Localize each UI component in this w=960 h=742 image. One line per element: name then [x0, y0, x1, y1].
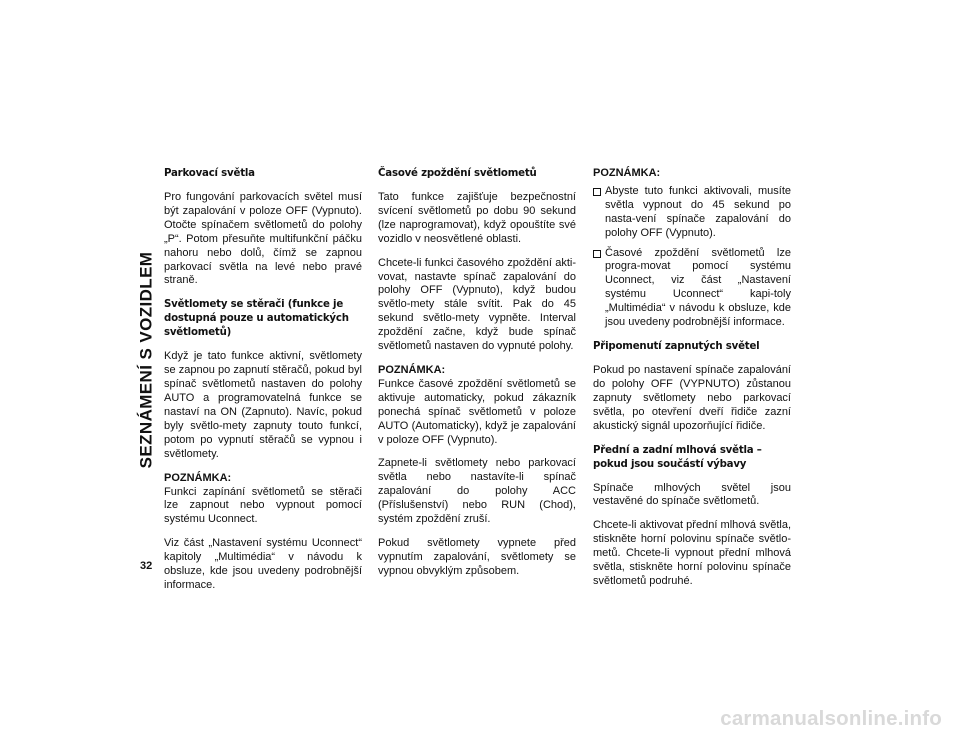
heading-headlights-with-wipers: Světlomety se stěrači (funkce je dostupná pouze u automatických světlometů)	[164, 299, 349, 339]
column-1	[164, 167, 362, 603]
section-side-tab	[133, 170, 159, 550]
list-item-text: Časové zpoždění světlometů lze progra-movat pomocí systému Uconnect, viz část „Nastavení systému Uconnect“ kapi-toly „Multimédia“ v návodu k obsluze, kde jsou uvedeny podrobnější informace.	[605, 246, 791, 329]
note-text: Funkci zapínání světlometů se stěrači lze zapnout nebo vypnout pomocí systému Uconnect.	[164, 485, 362, 526]
watermark: carmanualsonline.info	[720, 707, 942, 730]
paragraph: Když je tato funkce aktivní, světlomety se zapnou po zapnutí stěračů, pokud byl spínač světlometů nastaven do polohy AUTO a programovatelná funkce se nastaví na ON (Zapnuto). Navíc, pokud byly světlo-mety zapnuty touto funkcí, potom po vypnutí stěračů se vypnou i světlomety.	[164, 350, 362, 460]
paragraph: Pokud po nastavení spínače zapalování do polohy OFF (VYPNUTO) zůstanou zapnuty světlomety nebo parkovací světla, po otevření dveří řidiče zazní akustický signál upozorňující řidiče.	[593, 363, 791, 432]
column-2	[378, 167, 576, 589]
paragraph: Tato funkce zajišťuje bezpečnostní svícení světlometů po dobu 90 sekund (lze naprogramovat), když opouštíte své vozidlo v neosvětlené oblasti.	[378, 191, 576, 245]
heading-lights-on-reminder: Připomenutí zapnutých světel	[593, 340, 760, 352]
paragraph: Pro fungování parkovacích světel musí být zapalování v poloze OFF (Vypnuto). Otočte spínačem světlometů do polohy „P“. Potom přesuňte multifunkční páčku nahoru nebo dolů, čímž se zapnou parkovací světla na levé nebo pravé straně.	[164, 191, 362, 287]
note	[593, 167, 791, 181]
note-text: Funkce časové zpoždění světlometů se aktivuje automaticky, pokud zákazník ponechá spínač světlometů v poloze AUTO (Automaticky), když je zapalování v poloze OFF (Vypnuto).	[378, 377, 576, 446]
note-label: POZNÁMKA:	[164, 471, 232, 484]
checkbox-bullet-icon	[593, 250, 601, 258]
note-label: POZNÁMKA:	[378, 363, 446, 376]
paragraph: Pokud světlomety vypnete před vypnutím zapalování, světlomety se vypnou obvyklým způsobem.	[378, 536, 576, 577]
note-bullet-list	[593, 185, 791, 330]
list-item-text: Abyste tuto funkci aktivovali, musíte světla vypnout do 45 sekund po nasta-vení spínače zapalování do polohy OFF (Vypnuto).	[605, 184, 791, 239]
paragraph: Spínače mlhových světel jsou vestavěné do spínače světlometů.	[593, 481, 791, 508]
page-number: 32	[140, 560, 153, 572]
list-item	[593, 185, 791, 241]
column-3	[593, 167, 791, 599]
list-item	[593, 247, 791, 330]
heading-fog-lights: Přední a zadní mlhová světla – pokud jsou součástí výbavy	[593, 444, 762, 470]
note	[378, 364, 576, 447]
paragraph: Chcete-li funkci časového zpoždění akti-vovat, nastavte spínač zapalování do polohy OFF (Vypnuto), když budou světlo-mety stále svítit. Pak do 45 sekund světlo-mety vypněte. Interval zpoždění začne, když bude spínač světlometů nastaven do vypnuté polohy.	[378, 256, 576, 353]
checkbox-bullet-icon	[593, 188, 601, 196]
paragraph: Zapnete-li světlomety nebo parkovací světla nebo nastavíte-li spínač zapalování do polohy ACC (Příslušenství) nebo RUN (Chod), systém zpoždění zruší.	[378, 457, 576, 526]
paragraph: Viz část „Nastavení systému Uconnect“ kapitoly „Multimédia“ v návodu k obsluze, kde jsou uvedeny podrobnější informace.	[164, 537, 362, 591]
section-title: SEZNÁMENÍ S VOZIDLEM	[136, 251, 156, 469]
note	[164, 472, 362, 528]
note-label: POZNÁMKA:	[593, 167, 661, 179]
heading-headlight-time-delay: Časové zpoždění světlometů	[378, 168, 537, 179]
heading-parking-lights: Parkovací světla	[164, 168, 255, 179]
paragraph: Chcete-li aktivovat přední mlhová světla, stiskněte horní polovinu spínače světlo-metů. Chcete-li vypnout přední mlhová světla, stiskněte horní polovinu spínače světlometů podruhé.	[593, 519, 791, 587]
